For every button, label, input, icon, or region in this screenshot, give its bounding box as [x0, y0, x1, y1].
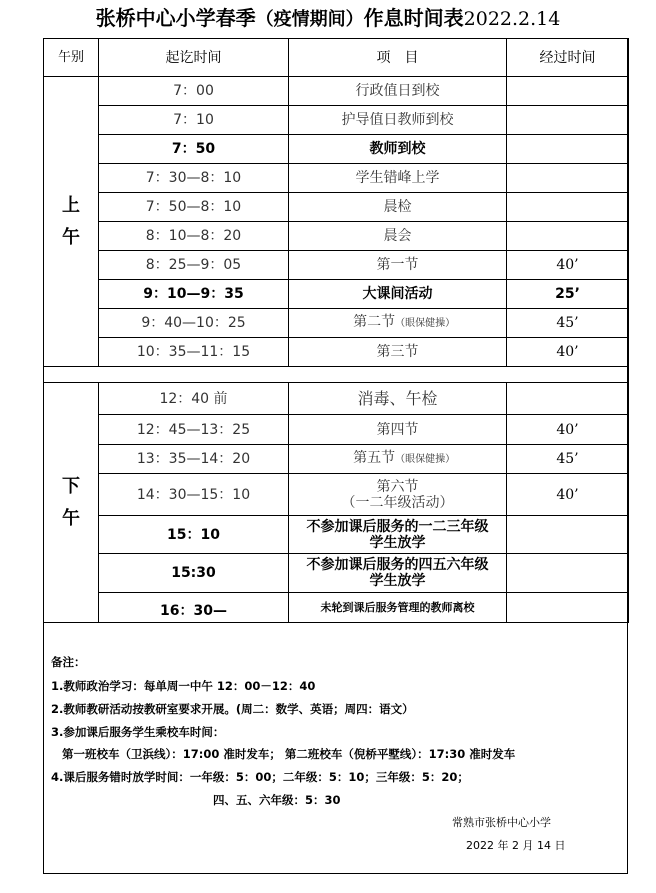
- time-cell: 8：10—8：20: [99, 222, 289, 251]
- title-sub: （疫情期间）: [255, 9, 364, 30]
- item-cell: [289, 309, 507, 338]
- table-row: [44, 309, 629, 338]
- item-text: 不参加课后服务的一二三年级: [306, 518, 489, 535]
- time-cell: 8：25—9：05: [99, 251, 289, 280]
- item-cell: 消毒、午检: [289, 383, 507, 415]
- item-note: （一二年级活动）: [341, 494, 454, 511]
- duration-cell: 45’: [507, 309, 629, 338]
- duration-cell: [507, 164, 629, 193]
- table-row: [44, 554, 629, 593]
- table-row: [44, 251, 629, 280]
- time-cell: 15：10: [99, 516, 289, 554]
- schedule-table: [43, 38, 629, 623]
- time-cell: 9：40—10：25: [99, 309, 289, 338]
- table-row: [44, 338, 629, 367]
- period-morning: [44, 77, 99, 367]
- item-text: 第五节: [353, 450, 396, 466]
- note-line: 2.教师教研活动按教研室要求开展。(周二：数学、英语；周四：语文）: [51, 702, 414, 716]
- time-cell: 7：30—8：10: [99, 164, 289, 193]
- duration-cell: 40’: [507, 415, 629, 445]
- duration-cell: 40’: [507, 474, 629, 516]
- signature-school: 常熟市张桥中心小学: [452, 816, 551, 829]
- item-cell: 行政值日到校: [289, 77, 507, 106]
- item-text: 第二节: [353, 314, 396, 330]
- table-row: [44, 516, 629, 554]
- note-line: 3.参加课后服务学生乘校车时间：: [51, 725, 225, 739]
- page-title: [0, 0, 656, 36]
- item-cell: 第三节: [289, 338, 507, 367]
- table-row: [44, 415, 629, 445]
- duration-cell: [507, 593, 629, 623]
- duration-cell: [507, 554, 629, 593]
- note-line: 四、五、六年级：5：30: [213, 793, 341, 807]
- item-cell: 教师到校: [289, 135, 507, 164]
- table-row: [44, 135, 629, 164]
- item-note: 学生放学: [369, 534, 426, 551]
- item-note: （眼保健操）: [395, 318, 456, 329]
- spacer-row: [44, 367, 629, 383]
- item-cell: [289, 445, 507, 474]
- table-row: [44, 383, 629, 415]
- duration-cell: [507, 383, 629, 415]
- duration-cell: 45’: [507, 445, 629, 474]
- table-row: [44, 106, 629, 135]
- title-date: 2022.2.14: [463, 8, 561, 30]
- item-cell: 晨检: [289, 193, 507, 222]
- table-row: [44, 164, 629, 193]
- time-cell: 16：30—: [99, 593, 289, 623]
- time-cell: 12：45—13：25: [99, 415, 289, 445]
- header-time: 起讫时间: [99, 39, 289, 77]
- item-cell: [289, 554, 507, 593]
- item-cell: 大课间活动: [289, 280, 507, 309]
- item-cell: [289, 516, 507, 554]
- duration-cell: 40’: [507, 338, 629, 367]
- time-cell: 10：35—11：15: [99, 338, 289, 367]
- item-cell: 第一节: [289, 251, 507, 280]
- table-row: [44, 445, 629, 474]
- period-afternoon: [44, 383, 99, 623]
- spacer-cell: [44, 367, 629, 383]
- item-note: 学生放学: [369, 573, 426, 589]
- note-line: 4.课后服务错时放学时间：一年级：5：00；二年级：5：10；三年级：5：20；: [51, 770, 469, 784]
- time-cell: 7：00: [99, 77, 289, 106]
- header-item: 项 目: [289, 39, 507, 77]
- duration-cell: [507, 106, 629, 135]
- duration-cell: 40’: [507, 251, 629, 280]
- duration-cell: [507, 77, 629, 106]
- header-period: 午别: [44, 39, 99, 77]
- table-row: [44, 222, 629, 251]
- title-main: 张桥中心小学春季: [95, 6, 256, 30]
- item-cell: 晨会: [289, 222, 507, 251]
- item-cell: 第四节: [289, 415, 507, 445]
- period-afternoon-char2: 午: [62, 507, 80, 529]
- item-cell: 未轮到课后服务管理的教师离校: [289, 593, 507, 623]
- time-cell: 13：35—14：20: [99, 445, 289, 474]
- table-row: [44, 280, 629, 309]
- time-cell: 7：10: [99, 106, 289, 135]
- table-row: [44, 474, 629, 516]
- period-morning-char1: 上: [62, 194, 80, 216]
- period-afternoon-char1: 下: [62, 475, 80, 497]
- duration-cell: [507, 516, 629, 554]
- item-cell: 学生错峰上学: [289, 164, 507, 193]
- notes-heading: 备注：: [51, 655, 86, 669]
- period-morning-char2: 午: [62, 226, 80, 248]
- note-line: 第一班校车（卫浜线）：17:00 准时发车； 第二班校车（倪桥平墅线）：17:30 准时发车: [62, 747, 516, 761]
- table-row: [44, 193, 629, 222]
- item-note: （眼保健操）: [395, 454, 456, 465]
- time-cell: 15:30: [99, 554, 289, 593]
- item-cell: 护导值日教师到校: [289, 106, 507, 135]
- signature-date: 2022 年 2 月 14 日: [466, 839, 566, 852]
- time-cell: 9：10—9：35: [99, 280, 289, 309]
- header-duration: 经过时间: [507, 39, 629, 77]
- title-main2: 作息时间表: [363, 6, 464, 30]
- table-row: [44, 593, 629, 623]
- time-cell: 7：50: [99, 135, 289, 164]
- header-row: [44, 39, 629, 77]
- duration-cell: [507, 193, 629, 222]
- note-line: 1.教师政治学习：每单周一中午 12：00－12：40: [51, 679, 316, 693]
- table-row: [44, 77, 629, 106]
- duration-cell: [507, 135, 629, 164]
- time-cell: 14：30—15：10: [99, 474, 289, 516]
- item-text: 第六节: [376, 478, 419, 495]
- duration-cell: 25’: [507, 280, 629, 309]
- item-text: 不参加课后服务的四五六年级: [306, 557, 489, 573]
- duration-cell: [507, 222, 629, 251]
- time-cell: 7：50—8：10: [99, 193, 289, 222]
- item-cell: [289, 474, 507, 516]
- time-cell: 12：40 前: [99, 383, 289, 415]
